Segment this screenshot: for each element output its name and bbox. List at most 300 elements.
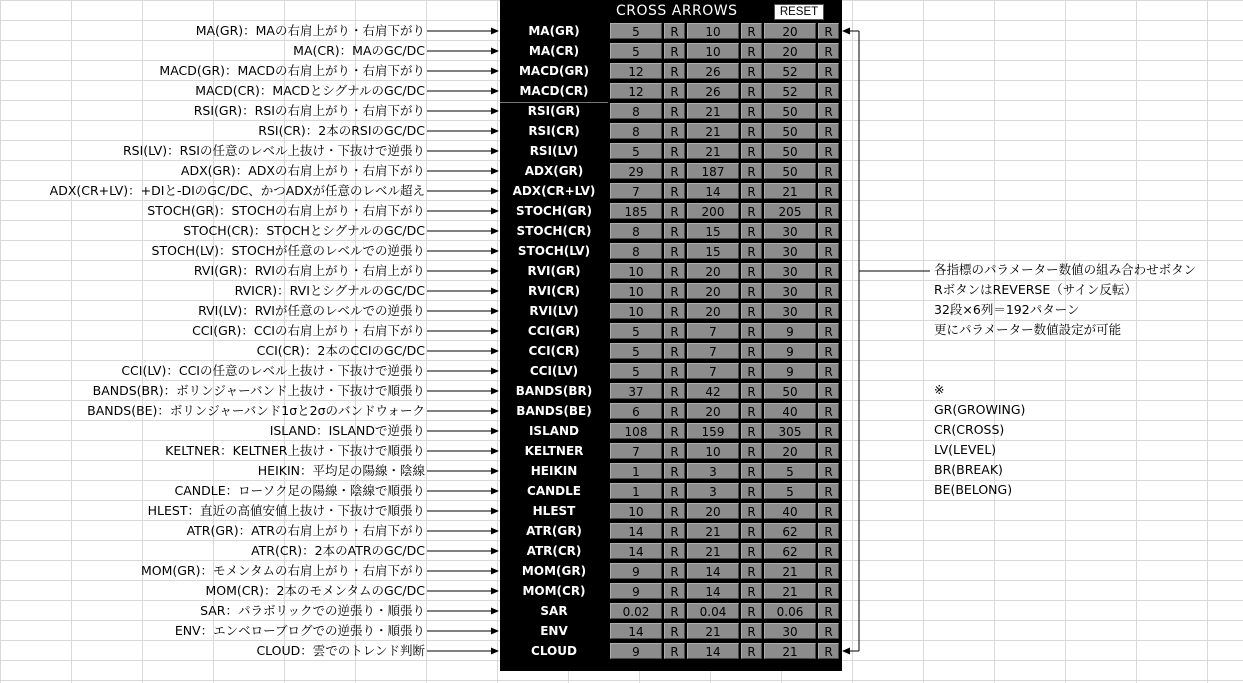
parameter-row xyxy=(500,421,842,441)
reverse-button[interactable]: R xyxy=(664,263,685,279)
parameter-row xyxy=(500,161,842,181)
arrow-head-icon xyxy=(491,468,499,475)
reverse-button[interactable]: R xyxy=(664,543,685,559)
arrow-head-icon xyxy=(491,448,499,455)
arrow-head-icon xyxy=(491,228,499,235)
indicator-label: KELTNER xyxy=(524,444,584,458)
parameter-value-button[interactable]: 30 xyxy=(764,223,816,239)
reverse-button[interactable]: R xyxy=(664,503,685,519)
reverse-button[interactable]: R xyxy=(664,283,685,299)
parameter-value-button[interactable]: 40 xyxy=(764,503,816,519)
indicator-description: MOM(GR)：モメンタムの右肩上がり・右肩下がり xyxy=(140,563,425,578)
parameter-value-button[interactable]: 26 xyxy=(687,83,739,99)
reverse-button[interactable]: R xyxy=(664,623,685,639)
parameter-row xyxy=(500,101,842,121)
reverse-button[interactable]: R xyxy=(741,603,762,619)
arrow-head-icon xyxy=(842,28,850,35)
legend-line: CR(CROSS) xyxy=(934,422,1005,437)
parameter-row xyxy=(500,301,842,321)
parameter-value-button[interactable]: 21 xyxy=(687,623,739,639)
reverse-button[interactable]: R xyxy=(818,303,839,319)
parameter-value-button[interactable]: 20 xyxy=(687,283,739,299)
cross-arrows-panel xyxy=(500,0,842,671)
parameter-value-button[interactable]: 5 xyxy=(610,363,662,379)
indicator-label: STOCH(CR) xyxy=(516,224,592,238)
parameter-value-button[interactable]: 42 xyxy=(687,383,739,399)
indicator-label: RSI(LV) xyxy=(529,144,579,158)
parameter-value-button[interactable]: 21 xyxy=(764,583,816,599)
indicator-label: ATR(CR) xyxy=(526,544,582,558)
reverse-button[interactable]: R xyxy=(818,523,839,539)
legend-line: BE(BELONG) xyxy=(934,482,1013,497)
parameter-value-button[interactable]: 9 xyxy=(610,583,662,599)
parameter-value-button[interactable]: 5 xyxy=(610,43,662,59)
reverse-button[interactable]: R xyxy=(664,643,685,659)
parameter-row xyxy=(500,41,842,61)
reverse-button[interactable]: R xyxy=(741,243,762,259)
arrow-head-icon xyxy=(491,68,499,75)
arrow-head-icon xyxy=(491,488,499,495)
reverse-button[interactable]: R xyxy=(664,563,685,579)
reverse-button[interactable]: R xyxy=(664,83,685,99)
reverse-button[interactable]: R xyxy=(741,343,762,359)
indicator-description: HLEST：直近の高値安値上抜け・下抜けで順張り xyxy=(147,503,425,518)
reverse-button[interactable]: R xyxy=(818,243,839,259)
parameter-value-button[interactable]: 200 xyxy=(687,203,739,219)
parameter-value-button[interactable]: 10 xyxy=(687,43,739,59)
parameter-value-button[interactable]: 10 xyxy=(610,283,662,299)
indicator-label: RVI(LV) xyxy=(529,304,579,318)
parameter-value-button[interactable]: 205 xyxy=(764,203,816,219)
parameter-value-button[interactable]: 10 xyxy=(687,23,739,39)
reverse-button[interactable]: R xyxy=(741,143,762,159)
parameter-value-button[interactable]: 14 xyxy=(687,583,739,599)
parameter-row xyxy=(500,121,842,141)
parameter-value-button[interactable]: 8 xyxy=(610,103,662,119)
reverse-button[interactable]: R xyxy=(818,443,839,459)
arrow-head-icon xyxy=(491,148,499,155)
reverse-button[interactable]: R xyxy=(818,163,839,179)
reverse-button[interactable]: R xyxy=(741,423,762,439)
reverse-button[interactable]: R xyxy=(664,43,685,59)
reverse-button[interactable]: R xyxy=(818,123,839,139)
reverse-button[interactable]: R xyxy=(818,43,839,59)
reverse-button[interactable]: R xyxy=(818,103,839,119)
reverse-button[interactable]: R xyxy=(664,583,685,599)
parameter-row xyxy=(500,521,842,541)
indicator-description: MACD(CR)：MACDとシグナルのGC/DC xyxy=(195,83,425,98)
parameter-value-button[interactable]: 50 xyxy=(764,143,816,159)
parameter-value-button[interactable]: 14 xyxy=(610,523,662,539)
reverse-button[interactable]: R xyxy=(818,363,839,379)
reverse-button[interactable]: R xyxy=(741,263,762,279)
reverse-button[interactable]: R xyxy=(741,283,762,299)
indicator-description: ADX(GR)：ADXの右肩上がり・右肩下がり xyxy=(180,163,425,178)
reverse-button[interactable]: R xyxy=(818,643,839,659)
parameter-value-button[interactable]: 50 xyxy=(764,103,816,119)
indicator-label: RSI(GR) xyxy=(527,104,581,118)
arrow-head-icon xyxy=(491,328,499,335)
reverse-button[interactable]: R xyxy=(664,223,685,239)
arrow-head-icon xyxy=(491,648,499,655)
parameter-value-button[interactable]: 3 xyxy=(687,463,739,479)
reverse-button[interactable]: R xyxy=(664,343,685,359)
parameter-row xyxy=(500,81,842,101)
reverse-button[interactable]: R xyxy=(818,263,839,279)
parameter-value-button[interactable]: 9 xyxy=(764,363,816,379)
legend-line: BR(BREAK) xyxy=(934,462,1003,477)
indicator-description: RSI(GR)：RSIの右肩上がり・右肩下がり xyxy=(193,103,425,118)
parameter-row xyxy=(500,601,842,621)
indicator-description: MOM(CR)：2本のモメンタムのGC/DC xyxy=(205,583,425,598)
parameter-value-button[interactable]: 0.04 xyxy=(687,603,739,619)
parameter-row xyxy=(500,241,842,261)
indicator-description: STOCH(LV)：STOCHが任意のレベルでの逆張り xyxy=(151,243,425,258)
indicator-description: RSI(CR)：2本のRSIのGC/DC xyxy=(258,123,425,138)
indicator-label: RVI(CR) xyxy=(527,284,580,298)
indicator-description: HEIKIN：平均足の陽線・陰線 xyxy=(257,463,425,478)
reverse-button[interactable]: R xyxy=(664,303,685,319)
parameter-value-button[interactable]: 5 xyxy=(610,143,662,159)
indicator-label: MA(CR) xyxy=(528,44,580,58)
parameter-value-button[interactable]: 185 xyxy=(610,203,662,219)
arrow-head-icon xyxy=(842,648,850,655)
indicator-label: ADX(CR+LV) xyxy=(512,184,596,198)
indicator-description: RVI(GR)：RVIの右肩上がり・右肩上がり xyxy=(193,263,425,278)
reverse-button[interactable]: R xyxy=(818,623,839,639)
arrow-head-icon xyxy=(491,528,499,535)
reverse-button[interactable]: R xyxy=(664,63,685,79)
parameter-value-button[interactable]: 5 xyxy=(610,343,662,359)
reverse-button[interactable]: R xyxy=(818,403,839,419)
indicator-description: RVICR)：RVIとシグナルのGC/DC xyxy=(234,283,425,298)
parameter-row xyxy=(500,21,842,41)
reverse-button[interactable]: R xyxy=(818,283,839,299)
parameter-value-button[interactable]: 20 xyxy=(687,403,739,419)
parameter-value-button[interactable]: 20 xyxy=(764,23,816,39)
reverse-button[interactable]: R xyxy=(818,563,839,579)
parameter-value-button[interactable]: 1 xyxy=(610,463,662,479)
parameter-value-button[interactable]: 12 xyxy=(610,83,662,99)
indicator-description: BANDS(BR)：ボリンジャーバンド上抜け・下抜けで順張り xyxy=(92,383,425,398)
reverse-button[interactable]: R xyxy=(741,543,762,559)
reverse-button[interactable]: R xyxy=(664,523,685,539)
reverse-button[interactable]: R xyxy=(741,203,762,219)
parameter-value-button[interactable]: 108 xyxy=(610,423,662,439)
parameter-value-button[interactable]: 26 xyxy=(687,63,739,79)
reverse-button[interactable]: R xyxy=(818,203,839,219)
parameter-value-button[interactable]: 9 xyxy=(610,643,662,659)
reverse-button[interactable]: R xyxy=(818,503,839,519)
parameter-value-button[interactable]: 9 xyxy=(610,563,662,579)
parameter-value-button[interactable]: 8 xyxy=(610,123,662,139)
parameter-value-button[interactable]: 12 xyxy=(610,63,662,79)
parameter-value-button[interactable]: 40 xyxy=(764,403,816,419)
parameter-value-button[interactable]: 21 xyxy=(764,183,816,199)
reverse-button[interactable]: R xyxy=(818,223,839,239)
parameter-value-button[interactable]: 10 xyxy=(610,263,662,279)
arrow-head-icon xyxy=(491,548,499,555)
indicator-description: CCI(CR)：2本のCCIのGC/DC xyxy=(256,343,425,358)
parameter-value-button[interactable]: 0.02 xyxy=(610,603,662,619)
parameter-value-button[interactable]: 9 xyxy=(764,343,816,359)
indicator-label: CCI(LV) xyxy=(529,364,579,378)
reverse-button[interactable]: R xyxy=(741,223,762,239)
arrow-head-icon xyxy=(491,108,499,115)
parameter-value-button[interactable]: 14 xyxy=(687,183,739,199)
reverse-button[interactable]: R xyxy=(818,383,839,399)
reverse-button[interactable]: R xyxy=(664,103,685,119)
parameter-value-button[interactable]: 62 xyxy=(764,523,816,539)
reverse-button[interactable]: R xyxy=(664,163,685,179)
parameter-value-button[interactable]: 21 xyxy=(687,523,739,539)
parameter-value-button[interactable]: 5 xyxy=(610,23,662,39)
parameter-value-button[interactable]: 9 xyxy=(764,323,816,339)
parameter-row xyxy=(500,321,842,341)
legend-line: LV(LEVEL) xyxy=(934,442,997,457)
arrow-head-icon xyxy=(491,428,499,435)
parameter-value-button[interactable]: 1 xyxy=(610,483,662,499)
parameter-row xyxy=(500,561,842,581)
parameter-value-button[interactable]: 187 xyxy=(687,163,739,179)
arrow-head-icon xyxy=(491,208,499,215)
parameter-value-button[interactable]: 30 xyxy=(764,623,816,639)
parameter-value-button[interactable]: 0.06 xyxy=(764,603,816,619)
indicator-description: ISLAND：ISLANDで逆張り xyxy=(269,423,425,438)
reverse-button[interactable]: R xyxy=(818,63,839,79)
arrow-head-icon xyxy=(491,88,499,95)
reverse-button[interactable]: R xyxy=(818,543,839,559)
indicator-description: ATR(GR)：ATRの右肩上がり・右肩下がり xyxy=(186,523,425,538)
reverse-button[interactable]: R xyxy=(741,43,762,59)
reverse-button[interactable]: R xyxy=(741,623,762,639)
parameter-row xyxy=(500,501,842,521)
parameter-value-button[interactable]: 30 xyxy=(764,303,816,319)
parameter-value-button[interactable]: 20 xyxy=(764,43,816,59)
parameter-value-button[interactable]: 62 xyxy=(764,543,816,559)
reverse-button[interactable]: R xyxy=(741,583,762,599)
parameter-value-button[interactable]: 50 xyxy=(764,123,816,139)
reverse-button[interactable]: R xyxy=(664,323,685,339)
indicator-label: HLEST xyxy=(532,504,576,518)
reverse-button[interactable]: R xyxy=(664,23,685,39)
parameter-value-button[interactable]: 10 xyxy=(610,503,662,519)
indicator-description: SAR：パラボリックでの逆張り・順張り xyxy=(200,603,425,618)
parameter-value-button[interactable]: 21 xyxy=(687,543,739,559)
parameter-value-button[interactable]: 21 xyxy=(687,123,739,139)
parameter-value-button[interactable]: 30 xyxy=(764,283,816,299)
reverse-button[interactable]: R xyxy=(818,343,839,359)
reverse-button[interactable]: R xyxy=(664,403,685,419)
parameter-value-button[interactable]: 14 xyxy=(610,543,662,559)
parameter-value-button[interactable]: 15 xyxy=(687,243,739,259)
parameter-value-button[interactable]: 21 xyxy=(687,103,739,119)
indicator-description: STOCH(GR)：STOCHの右肩上がり・右肩下がり xyxy=(147,203,425,218)
reset-button[interactable]: RESET xyxy=(774,4,824,20)
parameter-value-button[interactable]: 8 xyxy=(610,223,662,239)
reverse-button[interactable]: R xyxy=(741,303,762,319)
parameter-row xyxy=(500,281,842,301)
parameter-value-button[interactable]: 20 xyxy=(687,303,739,319)
reverse-button[interactable]: R xyxy=(664,463,685,479)
parameter-row xyxy=(500,401,842,421)
indicator-description: ENV：エンベローブログでの逆張り・順張り xyxy=(174,623,425,638)
reverse-button[interactable]: R xyxy=(741,323,762,339)
parameter-value-button[interactable]: 14 xyxy=(687,563,739,579)
reverse-button[interactable]: R xyxy=(664,123,685,139)
parameter-value-button[interactable]: 30 xyxy=(764,263,816,279)
reverse-button[interactable]: R xyxy=(741,23,762,39)
reverse-button[interactable]: R xyxy=(664,483,685,499)
legend-line: GR(GROWING) xyxy=(934,402,1026,417)
parameter-row xyxy=(500,201,842,221)
panel-title: CROSS ARROWS xyxy=(616,3,738,19)
parameter-row xyxy=(500,641,842,661)
parameter-value-button[interactable]: 37 xyxy=(610,383,662,399)
reverse-button[interactable]: R xyxy=(818,603,839,619)
parameter-row xyxy=(500,61,842,81)
parameter-value-button[interactable]: 52 xyxy=(764,83,816,99)
reverse-button[interactable]: R xyxy=(741,183,762,199)
arrow-head-icon xyxy=(491,588,499,595)
indicator-label: CCI(GR) xyxy=(527,324,581,338)
reverse-button[interactable]: R xyxy=(741,383,762,399)
reverse-button[interactable]: R xyxy=(818,423,839,439)
reverse-button[interactable]: R xyxy=(741,163,762,179)
parameter-value-button[interactable]: 30 xyxy=(764,243,816,259)
parameter-value-button[interactable]: 159 xyxy=(687,423,739,439)
reverse-button[interactable]: R xyxy=(818,143,839,159)
reverse-button[interactable]: R xyxy=(741,563,762,579)
parameter-value-button[interactable]: 14 xyxy=(687,643,739,659)
parameter-value-button[interactable]: 20 xyxy=(764,443,816,459)
reverse-button[interactable]: R xyxy=(818,323,839,339)
reverse-button[interactable]: R xyxy=(664,243,685,259)
parameter-value-button[interactable]: 21 xyxy=(687,143,739,159)
indicator-description: ADX(CR+LV)：+DIと-DIのGC/DC、かつADXが任意のレベル超え xyxy=(49,183,425,198)
reverse-button[interactable]: R xyxy=(664,603,685,619)
parameter-value-button[interactable]: 8 xyxy=(610,243,662,259)
parameter-row xyxy=(500,541,842,561)
indicator-description: CCI(LV)：CCIの任意のレベル上抜け・下抜けで逆張り xyxy=(121,363,425,378)
reverse-button[interactable]: R xyxy=(818,463,839,479)
indicator-label: MA(GR) xyxy=(528,24,580,38)
parameter-value-button[interactable]: 20 xyxy=(687,503,739,519)
arrow-head-icon xyxy=(491,368,499,375)
parameter-value-button[interactable]: 7 xyxy=(610,443,662,459)
arrow-head-icon xyxy=(491,188,499,195)
parameter-value-button[interactable]: 52 xyxy=(764,63,816,79)
reverse-button[interactable]: R xyxy=(741,83,762,99)
parameter-row xyxy=(500,381,842,401)
parameter-value-button[interactable]: 20 xyxy=(687,263,739,279)
reverse-button[interactable]: R xyxy=(664,143,685,159)
reverse-button[interactable]: R xyxy=(664,203,685,219)
parameter-value-button[interactable]: 7 xyxy=(687,343,739,359)
indicator-description: ATR(CR)：2本のATRのGC/DC xyxy=(251,543,425,558)
reverse-button[interactable]: R xyxy=(741,483,762,499)
reverse-button[interactable]: R xyxy=(741,123,762,139)
parameter-value-button[interactable]: 50 xyxy=(764,383,816,399)
indicator-description: RSI(LV)：RSIの任意のレベル上抜け・下抜けで逆張り xyxy=(122,143,425,158)
reverse-button[interactable]: R xyxy=(741,363,762,379)
arrow-head-icon xyxy=(491,308,499,315)
reverse-button[interactable]: R xyxy=(664,423,685,439)
indicator-description: KELTNER：KELTNER上抜け・下抜けで順張り xyxy=(165,443,425,458)
reverse-button[interactable]: R xyxy=(664,443,685,459)
reverse-button[interactable]: R xyxy=(664,363,685,379)
indicator-description: RVI(LV)：RVIが任意のレベルでの逆張り xyxy=(198,303,425,318)
parameter-value-button[interactable]: 5 xyxy=(610,323,662,339)
parameter-value-button[interactable]: 3 xyxy=(687,483,739,499)
parameter-value-button[interactable]: 29 xyxy=(610,163,662,179)
parameter-value-button[interactable]: 21 xyxy=(764,563,816,579)
indicator-label: RVI(GR) xyxy=(527,264,581,278)
parameter-value-button[interactable]: 10 xyxy=(687,443,739,459)
reverse-button[interactable]: R xyxy=(818,583,839,599)
indicator-description: BANDS(BE)：ボリンジャーバンド1σと2σのバンドウォーク xyxy=(87,403,425,418)
reverse-button[interactable]: R xyxy=(664,383,685,399)
indicator-description: STOCH(CR)：STOCHとシグナルのGC/DC xyxy=(183,223,425,238)
arrow-head-icon xyxy=(491,628,499,635)
indicator-description: CLOUD：雲でのトレンド判断 xyxy=(256,643,425,658)
indicator-label: BANDS(BR) xyxy=(515,384,593,398)
indicator-description: CCI(GR)：CCIの右肩上がり・右肩下がり xyxy=(192,323,425,338)
reverse-button[interactable]: R xyxy=(741,503,762,519)
parameter-row xyxy=(500,621,842,641)
indicator-label: MOM(CR) xyxy=(522,584,586,598)
arrow-head-icon xyxy=(491,28,499,35)
parameter-value-button[interactable]: 7 xyxy=(610,183,662,199)
parameter-value-button[interactable]: 15 xyxy=(687,223,739,239)
reverse-button[interactable]: R xyxy=(818,183,839,199)
parameter-value-button[interactable]: 5 xyxy=(764,463,816,479)
parameter-value-button[interactable]: 7 xyxy=(687,363,739,379)
reverse-button[interactable]: R xyxy=(741,403,762,419)
indicator-label: HEIKIN xyxy=(530,464,578,478)
reverse-button[interactable]: R xyxy=(664,183,685,199)
indicator-label: STOCH(GR) xyxy=(516,204,592,218)
legend-line: ※ xyxy=(934,382,945,397)
reverse-button[interactable]: R xyxy=(741,463,762,479)
reverse-button[interactable]: R xyxy=(818,83,839,99)
parameter-value-button[interactable]: 305 xyxy=(764,423,816,439)
parameter-value-button[interactable]: 14 xyxy=(610,623,662,639)
reverse-button[interactable]: R xyxy=(741,103,762,119)
parameter-row xyxy=(500,261,842,281)
parameter-value-button[interactable]: 21 xyxy=(764,643,816,659)
arrow-head-icon xyxy=(491,168,499,175)
indicator-label: ISLAND xyxy=(528,424,580,438)
parameter-value-button[interactable]: 6 xyxy=(610,403,662,419)
reverse-button[interactable]: R xyxy=(741,63,762,79)
parameter-row xyxy=(500,481,842,501)
reverse-button[interactable]: R xyxy=(818,483,839,499)
reverse-button[interactable]: R xyxy=(818,23,839,39)
arrow-head-icon xyxy=(491,348,499,355)
parameter-value-button[interactable]: 5 xyxy=(764,483,816,499)
reverse-button[interactable]: R xyxy=(741,443,762,459)
arrow-head-icon xyxy=(491,508,499,515)
reverse-button[interactable]: R xyxy=(741,643,762,659)
parameter-value-button[interactable]: 50 xyxy=(764,163,816,179)
arrow-head-icon xyxy=(491,568,499,575)
reverse-button[interactable]: R xyxy=(741,523,762,539)
indicator-label: CCI(CR) xyxy=(528,344,580,358)
parameter-value-button[interactable]: 10 xyxy=(610,303,662,319)
section-divider xyxy=(500,102,608,103)
parameter-value-button[interactable]: 7 xyxy=(687,323,739,339)
